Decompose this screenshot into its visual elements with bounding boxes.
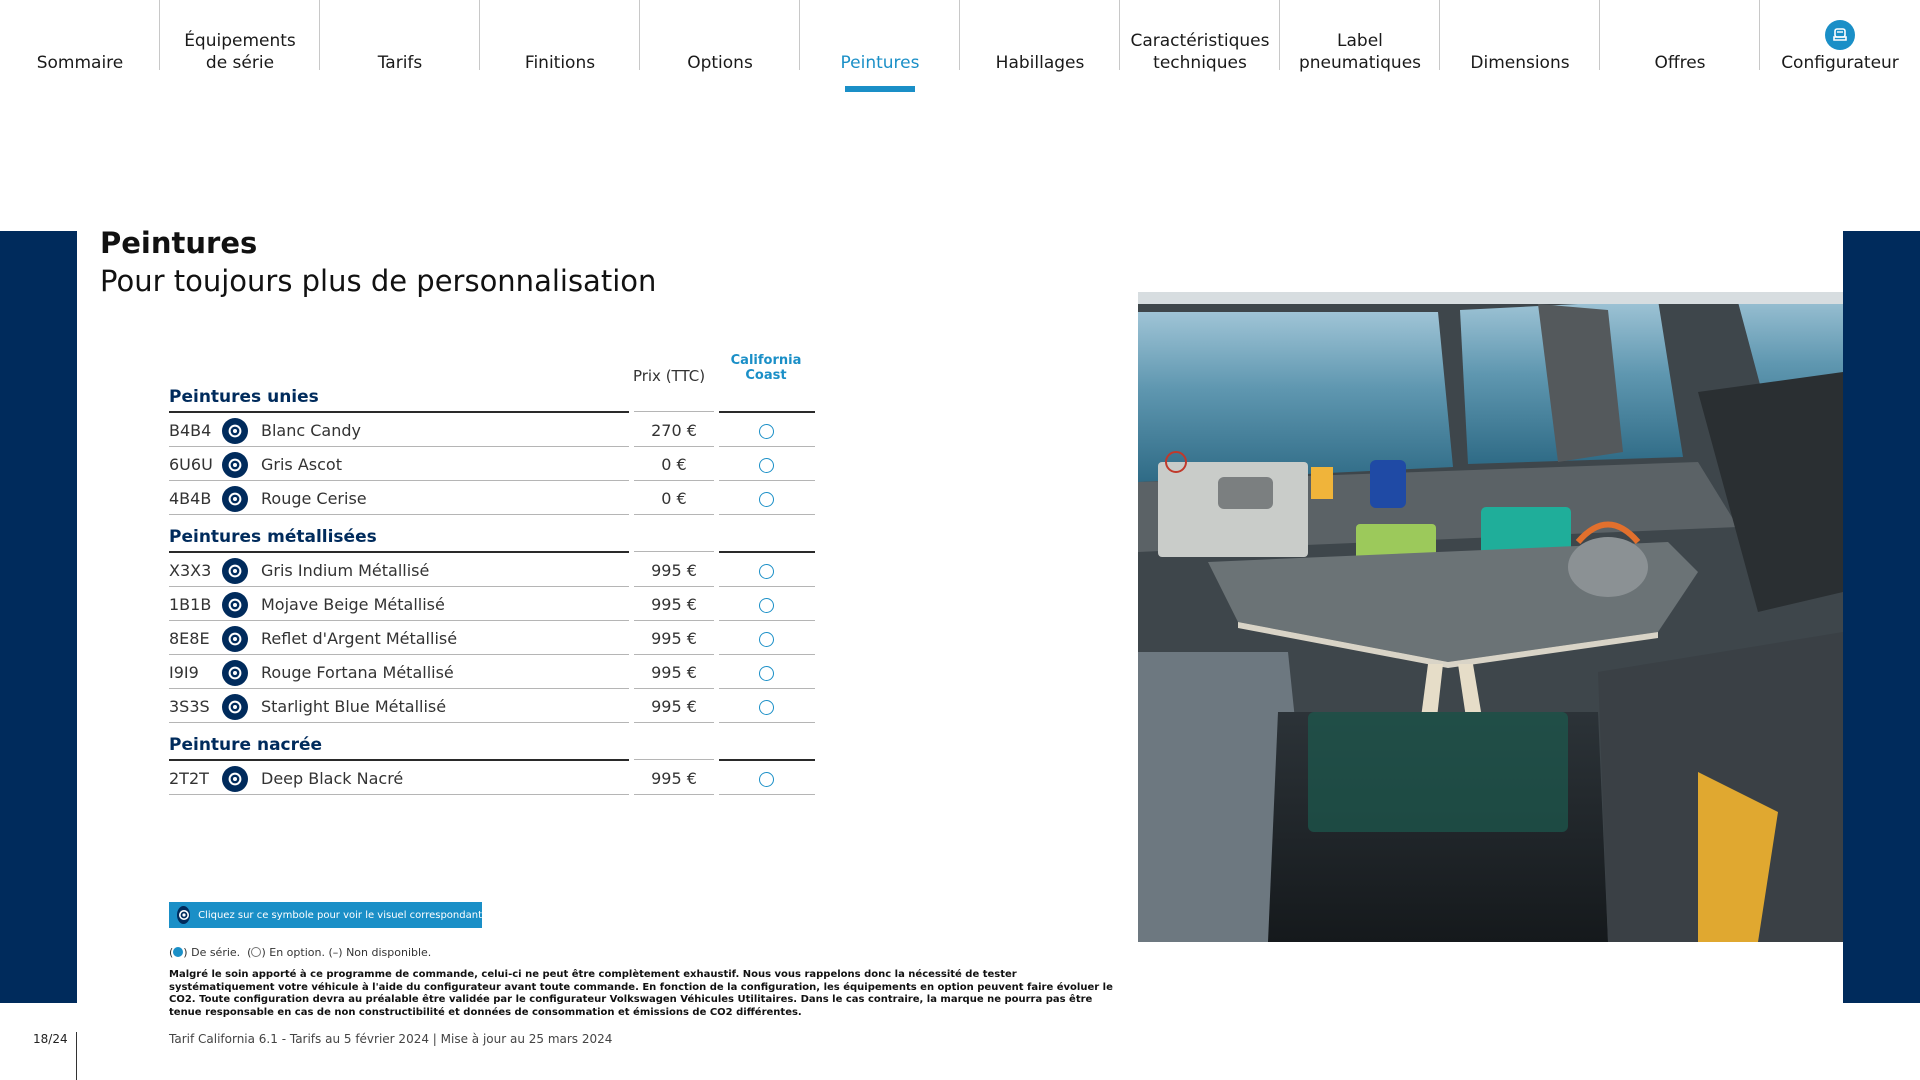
option-circle-icon bbox=[759, 492, 774, 507]
nav-tab-9[interactable] bbox=[1440, 0, 1600, 96]
nav-tab-1[interactable] bbox=[160, 0, 320, 96]
eye-icon[interactable] bbox=[222, 486, 248, 512]
camper-interior-photo bbox=[1138, 292, 1843, 942]
footer-note: Tarif California 6.1 - Tarifs au 5 février 2024 | Mise à jour au 25 mars 2024 bbox=[169, 1032, 613, 1046]
top-navigation bbox=[0, 0, 1920, 96]
eye-icon[interactable] bbox=[222, 660, 248, 686]
price-column-header: Prix (TTC) bbox=[632, 367, 706, 385]
paint-code: 4B4B bbox=[169, 489, 212, 508]
eye-icon[interactable] bbox=[222, 452, 248, 478]
option-circle-icon bbox=[759, 424, 774, 439]
paint-price: 995 € bbox=[651, 629, 697, 648]
nav-tab-8[interactable] bbox=[1280, 0, 1440, 96]
car-seat-icon bbox=[1825, 20, 1855, 50]
row-divider bbox=[634, 722, 714, 723]
row-divider bbox=[169, 794, 629, 795]
eye-icon[interactable] bbox=[222, 626, 248, 652]
table-row bbox=[169, 481, 815, 515]
option-circle-icon bbox=[759, 700, 774, 715]
legend-standard: De série. bbox=[191, 946, 241, 959]
option-circle-icon bbox=[759, 564, 774, 579]
paint-code: 1B1B bbox=[169, 595, 212, 614]
left-side-bar bbox=[0, 231, 77, 1003]
group-divider bbox=[634, 551, 714, 552]
nav-tab-7[interactable] bbox=[1120, 0, 1280, 96]
nav-tab-label: Options bbox=[687, 53, 753, 73]
nav-tab-label: Dimensions bbox=[1470, 53, 1570, 73]
eye-icon[interactable] bbox=[222, 766, 248, 792]
option-circle-icon bbox=[759, 772, 774, 787]
nav-tab-4[interactable] bbox=[640, 0, 800, 96]
row-divider bbox=[634, 514, 714, 515]
paint-name: Starlight Blue Métallisé bbox=[261, 697, 447, 716]
paint-code: 8E8E bbox=[169, 629, 210, 648]
group-divider bbox=[634, 759, 714, 760]
option-circle-icon bbox=[759, 598, 774, 613]
page-title: Peintures bbox=[100, 226, 258, 260]
paint-price: 0 € bbox=[661, 455, 687, 474]
row-divider bbox=[719, 514, 815, 515]
nav-tab-label: Habillages bbox=[995, 53, 1085, 73]
eye-icon[interactable] bbox=[222, 558, 248, 584]
row-divider bbox=[719, 794, 815, 795]
page-subtitle: Pour toujours plus de personnalisation bbox=[100, 264, 657, 298]
table-row bbox=[169, 587, 815, 621]
paint-code: I9I9 bbox=[169, 663, 199, 682]
nav-tab-label: Configurateur bbox=[1781, 53, 1899, 73]
nav-tab-6[interactable] bbox=[960, 0, 1120, 96]
nav-tab-label: Finitions bbox=[524, 53, 596, 73]
paint-code: 2T2T bbox=[169, 769, 209, 788]
nav-tab-label: Sommaire bbox=[36, 53, 124, 73]
page-number: 18/24 bbox=[33, 1032, 68, 1046]
nav-tab-11[interactable] bbox=[1760, 0, 1920, 96]
paint-group-title: Peintures métallisées bbox=[169, 527, 377, 547]
table-row bbox=[169, 655, 815, 689]
option-dot-icon bbox=[251, 947, 261, 957]
paint-code: X3X3 bbox=[169, 561, 212, 580]
footer-divider bbox=[76, 1032, 77, 1080]
legend-unavailable-mark: (–) bbox=[328, 946, 343, 959]
paint-name: Mojave Beige Métallisé bbox=[261, 595, 445, 614]
paint-group-title: Peintures unies bbox=[169, 387, 319, 407]
standard-dot-icon bbox=[173, 947, 183, 957]
paint-price: 995 € bbox=[651, 561, 697, 580]
table-row bbox=[169, 413, 815, 447]
nav-tab-label: Offres bbox=[1654, 53, 1706, 73]
table-row bbox=[169, 447, 815, 481]
paint-code: B4B4 bbox=[169, 421, 212, 440]
eye-icon bbox=[177, 906, 190, 924]
right-side-bar bbox=[1843, 231, 1920, 1003]
paint-price: 995 € bbox=[651, 769, 697, 788]
nav-tab-label: Label pneumatiques bbox=[1298, 31, 1422, 73]
availability-legend: ( ) De série. ( ) En option. (–) Non disponible. bbox=[169, 946, 432, 959]
option-circle-icon bbox=[759, 632, 774, 647]
table-row bbox=[169, 689, 815, 723]
paint-price: 995 € bbox=[651, 595, 697, 614]
nav-tab-0[interactable] bbox=[0, 0, 160, 96]
eye-icon[interactable] bbox=[222, 694, 248, 720]
row-divider bbox=[719, 722, 815, 723]
table-row bbox=[169, 553, 815, 587]
nav-tab-label: Peintures bbox=[840, 53, 920, 73]
nav-tab-10[interactable] bbox=[1600, 0, 1760, 96]
nav-tab-2[interactable] bbox=[320, 0, 480, 96]
trim-column-header: California Coast bbox=[730, 353, 802, 383]
nav-tab-3[interactable] bbox=[480, 0, 640, 96]
disclaimer: Malgré le soin apporté à ce programme de commande, celui-ci ne peut être complètement exhaustif. Nous vous rappelons donc la nécessité de tester systématiquement votre véhicule à l'aide du configurateur avant toute commande. En fonction de la configuration, les équipements en option peuvent faire évoluer le CO2. Toute configuration devra au préalable être validée par le configurateur Volkswagen Véhicules Utilitaires. Dans le cas contraire, la marque ne pourra pas être tenue responsable en cas de non constructibilité et données de consommation et émissions de CO2 différentes. bbox=[169, 969, 1113, 1018]
paint-name: Rouge Fortana Métallisé bbox=[261, 663, 454, 682]
eye-icon[interactable] bbox=[222, 418, 248, 444]
table-row bbox=[169, 621, 815, 655]
paint-group-title: Peinture nacrée bbox=[169, 735, 323, 755]
paint-price: 270 € bbox=[651, 421, 697, 440]
paint-name: Deep Black Nacré bbox=[261, 769, 404, 788]
visual-hint-label: Cliquez sur ce symbole pour voir le visuel correspondant bbox=[198, 909, 482, 921]
paint-name: Rouge Cerise bbox=[261, 489, 367, 508]
paint-price: 995 € bbox=[651, 663, 697, 682]
legend-option: En option. bbox=[269, 946, 325, 959]
visual-hint-button[interactable] bbox=[169, 902, 482, 928]
paint-code: 6U6U bbox=[169, 455, 213, 474]
paint-name: Gris Ascot bbox=[261, 455, 342, 474]
group-divider bbox=[634, 411, 714, 412]
legend-unavailable: Non disponible. bbox=[346, 946, 432, 959]
paint-code: 3S3S bbox=[169, 697, 210, 716]
table-row bbox=[169, 761, 815, 795]
row-divider bbox=[169, 514, 629, 515]
option-circle-icon bbox=[759, 458, 774, 473]
nav-tab-5[interactable] bbox=[800, 0, 960, 96]
option-circle-icon bbox=[759, 666, 774, 681]
paint-price: 0 € bbox=[661, 489, 687, 508]
row-divider bbox=[169, 722, 629, 723]
nav-tab-label: Tarifs bbox=[377, 53, 423, 73]
paint-name: Blanc Candy bbox=[261, 421, 361, 440]
nav-tab-label: Équipements de série bbox=[184, 31, 296, 73]
paint-name: Gris Indium Métallisé bbox=[261, 561, 430, 580]
paint-name: Reflet d'Argent Métallisé bbox=[261, 629, 458, 648]
nav-tab-label: Caractéristiques techniques bbox=[1130, 31, 1270, 73]
eye-icon[interactable] bbox=[222, 592, 248, 618]
row-divider bbox=[634, 794, 714, 795]
paint-price: 995 € bbox=[651, 697, 697, 716]
